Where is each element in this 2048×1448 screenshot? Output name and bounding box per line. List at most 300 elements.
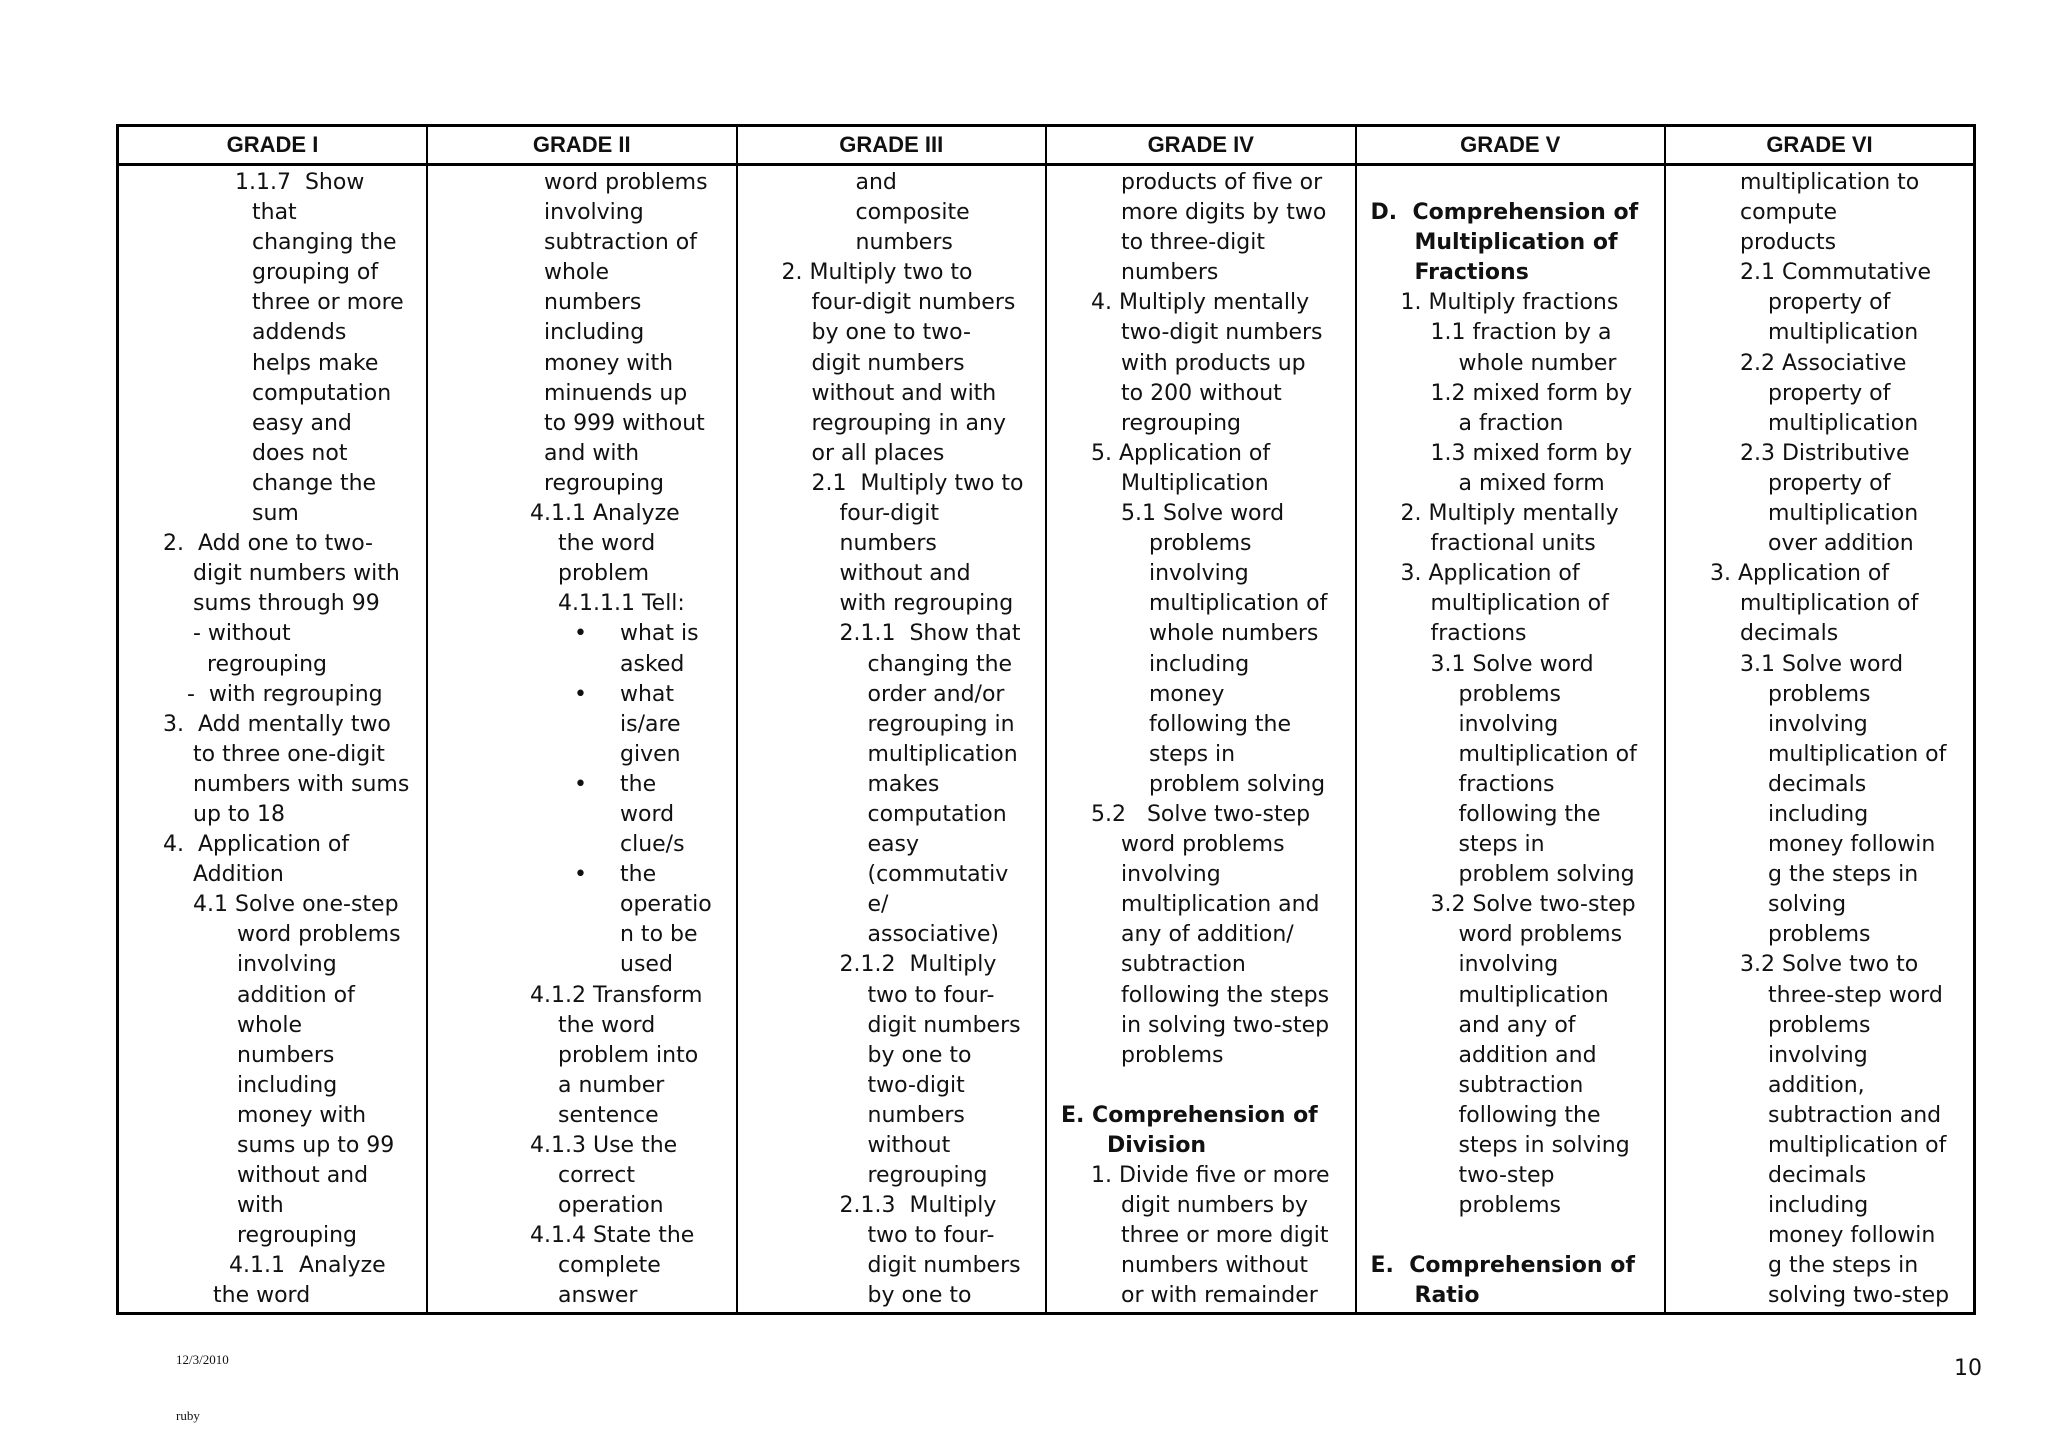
cell-text: to three one-digit [193,741,385,767]
cell-line [119,499,426,529]
cell-text: regrouping in any [811,410,1006,436]
cell-text: given [620,741,681,767]
cell-text: over addition [1768,531,1914,557]
cell-line [428,529,736,559]
cell-line [1666,529,1973,559]
cell-text: multiplication of [1768,741,1947,767]
cell-text: or with remainder [1121,1283,1318,1309]
cell-line [1047,1101,1355,1131]
cell-line [738,1251,1046,1281]
cell-text: 1.1 fraction by a [1430,320,1612,346]
cell-line [119,589,426,619]
cell-text: e/ [867,892,889,918]
cell-text: steps in [1458,832,1545,858]
cell-text: numbers with sums [193,771,410,797]
cell-line [119,1281,426,1311]
cell-text: decimals [1740,621,1839,647]
cell-line [738,258,1046,288]
cell-text: multiplication and [1121,892,1320,918]
cell-line [738,1101,1046,1131]
cell-text: change the [252,470,377,496]
cell-line [119,680,426,710]
cell-text: Multiplication [1121,470,1269,496]
cell-text: following the [1458,801,1601,827]
cell-text: solving [1768,892,1847,918]
cell-line [1047,1281,1355,1311]
cell-line [1666,740,1973,770]
cell-text: problems [1149,531,1252,557]
cell-text: money followin [1768,1223,1936,1249]
cell-line [428,1161,736,1191]
cell-text: including [544,320,645,346]
cell-line [1666,619,1973,649]
cell-line [428,1221,736,1251]
cell-text: computation [252,380,392,406]
cell-line [119,288,426,318]
cell-text: regrouping [867,1163,988,1189]
cell-text: Division [1107,1133,1207,1158]
cell-line [1357,1161,1665,1191]
cell-line [1357,1281,1665,1311]
cell-line [1666,770,1973,800]
cell-text: involving [237,952,337,978]
cell-text: solving two-step [1768,1283,1950,1309]
cell-line [428,740,736,770]
cell-line [738,379,1046,409]
cell-text: subtraction [1458,1072,1584,1098]
cell-line [428,288,736,318]
cell-text: 4. Multiply mentally [1091,290,1310,316]
cell-text: word problems [1458,922,1623,948]
cell-text: sums through 99 [193,591,380,617]
header-grade-4: GRADE IV [1046,126,1356,165]
header-grade-5: GRADE V [1356,126,1666,165]
page-number: 10 [1954,1356,1982,1381]
cell-text: 4.1 Solve one-step [193,892,399,918]
cell-text: digit numbers [811,350,965,376]
cell-text: numbers [544,290,642,316]
cell-line [1357,499,1665,529]
cell-line [1666,950,1973,980]
cell-line [1357,1221,1665,1251]
cell-line [1666,1131,1973,1161]
cell-text: problems [1121,1042,1224,1068]
cell-line [1666,349,1973,379]
cell-line [428,890,736,920]
cell-text: sum [252,501,299,527]
cell-text: operation [558,1193,664,1219]
cell-line [1357,1041,1665,1071]
cell-line [1666,469,1973,499]
cell-line [119,168,426,198]
cell-text: including [1768,801,1869,827]
cell-line [738,589,1046,619]
cell-text: multiplication to [1740,170,1920,195]
cell-line [1666,1041,1973,1071]
cell-text: by one to two- [811,320,971,346]
cell-line [1666,1281,1973,1311]
cell-line [428,439,736,469]
header-row [118,126,1975,165]
cell-line [1357,409,1665,439]
cell-text: products of five or [1121,170,1323,195]
cell-line [428,1101,736,1131]
cell-line [1047,950,1355,980]
cell-text: without and with [811,380,997,406]
cell-line [119,559,426,589]
footer-author: ruby [176,1408,200,1423]
cell-line [738,469,1046,499]
cell-text: property of [1768,380,1891,406]
cell-grade-3 [737,165,1047,1314]
cell-text: composite [855,200,970,226]
cell-text: two to four- [867,1223,995,1249]
footer-date: 12/3/2010 [176,1352,229,1367]
cell-line [1666,920,1973,950]
cell-line [119,318,426,348]
cell-line [1047,1251,1355,1281]
cell-text: Addition [193,862,284,888]
cell-line [1666,860,1973,890]
cell-line [428,860,736,890]
cell-text: clue/s [620,832,685,858]
cell-text: involving [1149,561,1249,587]
cell-text: D. Comprehension of [1370,200,1639,226]
cell-text: three or more digit [1121,1223,1329,1249]
cell-text: E. Comprehension of [1370,1253,1635,1279]
cell-grade-1 [118,165,428,1314]
cell-text: easy and [252,410,352,436]
cell-line [738,1041,1046,1071]
cell-line [738,710,1046,740]
cell-text: problems [1458,1193,1561,1219]
cell-text: a fraction [1458,410,1564,436]
cell-line [738,1281,1046,1311]
cell-line [738,1191,1046,1221]
cell-line [738,559,1046,589]
cell-line [119,258,426,288]
cell-line [428,710,736,740]
cell-text: involving [1768,711,1868,737]
cell-line [738,168,1046,198]
cell-line [119,740,426,770]
cell-line [738,1161,1046,1191]
cell-text: Ratio [1414,1283,1480,1309]
cell-line [1047,198,1355,228]
cell-text: with [237,1193,284,1219]
cell-text: including [1149,651,1250,677]
cell-text: money with [237,1102,367,1128]
cell-text: 2. Multiply two to [781,260,973,286]
cell-line [428,349,736,379]
cell-line [1047,559,1355,589]
cell-text: 3.2 Solve two to [1740,952,1919,978]
cell-line [119,1131,426,1161]
cell-line [1666,168,1973,198]
cell-line [1047,379,1355,409]
cell-text: including [1768,1193,1869,1219]
cell-line [738,1071,1046,1101]
cell-line [738,409,1046,439]
cell-text: to 200 without [1121,380,1282,406]
cell-text: steps in solving [1458,1133,1630,1158]
cell-line [1357,680,1665,710]
cell-line [1047,1041,1355,1071]
cell-line [119,228,426,258]
cell-text: the word [213,1283,311,1309]
cell-text: regrouping [207,651,328,677]
cell-line [738,770,1046,800]
cell-text: the word [558,531,656,557]
cell-line [1047,920,1355,950]
cell-text: problems [1458,681,1561,707]
cell-text: multiplication [1768,320,1919,346]
cell-text: money with [544,350,674,376]
cell-line [1666,589,1973,619]
cell-text: 4.1.4 State the [530,1223,695,1249]
cell-line [119,379,426,409]
cell-text: four-digit numbers [811,290,1016,316]
cell-text: is/are [620,711,681,737]
cell-line [1047,830,1355,860]
cell-text: 3. Add mentally two [163,711,391,737]
cell-line [428,1011,736,1041]
cell-text: the word [558,1012,656,1038]
cell-line [119,619,426,649]
cell-line [428,1071,736,1101]
cell-line [738,800,1046,830]
cell-text: 2.1 Commutative [1740,260,1932,286]
cell-text: 4.1.1 Analyze [229,1253,386,1279]
cell-text: without [867,1133,951,1158]
cell-text: involving [1768,1042,1868,1068]
cell-line [738,349,1046,379]
cell-line [1357,920,1665,950]
cell-text: - without [193,621,291,647]
cell-text: that [252,200,297,226]
cell-line [1047,409,1355,439]
cell-line [1666,1221,1973,1251]
cell-text: subtraction [1121,952,1246,978]
cell-text: two to four- [867,982,995,1008]
cell-line [1047,650,1355,680]
cell-line [1357,770,1665,800]
cell-line [738,680,1046,710]
cell-line [738,830,1046,860]
cell-text: compute [1740,200,1838,226]
cell-text: 2.1.2 Multiply [839,952,997,978]
cell-line [1047,1071,1355,1101]
cell-text: - with regrouping [187,681,383,707]
cell-text: numbers [867,1102,965,1128]
cell-line [1047,619,1355,649]
cell-line [428,770,736,800]
cell-text: 2. Add one to two- [163,531,373,557]
cell-line [119,349,426,379]
cell-line [428,559,736,589]
cell-text: in solving two-step [1121,1012,1330,1038]
cell-text: problems [1768,922,1871,948]
cell-text: or all places [811,440,945,466]
cell-line [1666,228,1973,258]
cell-text: addition, [1768,1072,1865,1098]
cell-text: regrouping [544,470,665,496]
cell-line [1666,830,1973,860]
cell-text: involving [544,200,644,226]
cell-text: 4.1.2 Transform [530,982,703,1008]
cell-line [428,589,736,619]
cell-line [738,1011,1046,1041]
cell-text: addition of [237,982,355,1008]
cell-text: 2.1.1 Show that [839,621,1021,647]
cell-text: property of [1768,290,1891,316]
cell-text: 1.3 mixed form by [1430,440,1633,466]
cell-line [428,228,736,258]
cell-line [1666,890,1973,920]
cell-line [119,1011,426,1041]
cell-line [119,469,426,499]
cell-text: decimals [1768,771,1867,797]
cell-line [1357,710,1665,740]
cell-text: helps make [252,350,379,376]
cell-line [1047,318,1355,348]
cell-text: involving [1121,862,1221,888]
cell-text: asked [620,651,685,677]
cell-text: to 999 without [544,410,705,436]
cell-text: multiplication of [1740,591,1919,617]
cell-text: complete [558,1253,661,1279]
cell-line [428,981,736,1011]
cell-line [1047,589,1355,619]
cell-text: numbers [839,531,937,557]
cell-line [738,499,1046,529]
cell-line [1047,860,1355,890]
cell-text: decimals [1768,1163,1867,1189]
cell-text: multiplication of [1149,591,1328,617]
cell-line [1357,469,1665,499]
cell-text: g the steps in [1768,862,1919,888]
cell-line [1666,318,1973,348]
cell-text: money followin [1768,832,1936,858]
cell-text: 3.1 Solve word [1740,651,1904,677]
cell-line [738,198,1046,228]
cell-line [738,740,1046,770]
cell-text: changing the [867,651,1013,677]
cell-line [119,1041,426,1071]
cell-line [1666,258,1973,288]
cell-text: n to be [620,922,698,948]
cell-text: 5.1 Solve word [1121,501,1285,527]
cell-text: two-step [1458,1163,1555,1189]
cell-line [1666,288,1973,318]
cell-line [1047,228,1355,258]
cell-line [1357,589,1665,619]
cell-line [428,800,736,830]
cell-line [738,228,1046,258]
cell-line [738,920,1046,950]
cell-line [428,168,736,198]
cell-text: minuends up [544,380,688,406]
cell-line [119,1101,426,1131]
header-grade-1: GRADE I [118,126,428,165]
cell-text: makes [867,771,940,797]
cell-line [119,920,426,950]
cell-text: multiplication [1768,501,1919,527]
cell-text: 5. Application of [1091,440,1271,466]
cell-line [1357,349,1665,379]
cell-line [1666,710,1973,740]
cell-text: 2.1.3 Multiply [839,1193,997,1219]
cell-text: problems [1768,681,1871,707]
cell-line [1047,288,1355,318]
cell-text: 4.1.3 Use the [530,1133,678,1158]
cell-line [1357,800,1665,830]
cell-line [119,1251,426,1281]
cell-text: numbers without [1121,1253,1309,1279]
bullet-icon: • [574,621,587,647]
cell-text: problem [558,561,650,587]
cell-text: 3.1 Solve word [1430,651,1594,677]
cell-text: problems [1768,1012,1871,1038]
cell-text: word problems [237,922,401,948]
cell-line [1357,860,1665,890]
cell-line [1357,258,1665,288]
cell-text: numbers [855,230,953,256]
cell-text: Multiplication of [1414,230,1618,256]
cell-text: without and [839,561,971,587]
cell-line [119,890,426,920]
cell-text: digit numbers by [1121,1193,1309,1219]
cell-line [738,1131,1046,1161]
cell-line [1357,1071,1665,1101]
cell-text: 3.2 Solve two-step [1430,892,1636,918]
cell-text: correct [558,1163,636,1189]
cell-line [738,1221,1046,1251]
cell-line [119,860,426,890]
cell-line [1357,830,1665,860]
cell-text: following the [1149,711,1292,737]
cell-text: by one to [867,1042,972,1068]
cell-text: multiplication [1768,410,1919,436]
cell-line [119,439,426,469]
cell-text: associative) [867,922,999,948]
cell-line [119,770,426,800]
cell-text: with products up [1121,350,1306,376]
cell-line [428,409,736,439]
cell-line [428,1041,736,1071]
cell-line [1666,800,1973,830]
cell-text: regrouping [1121,410,1242,436]
cell-text: word problems [544,170,708,195]
cell-line [1357,288,1665,318]
cell-text: multiplication of [1430,591,1609,617]
cell-text: and any of [1458,1012,1576,1038]
cell-grade-6 [1665,165,1975,1314]
cell-text: multiplication [867,741,1018,767]
cell-text: operatio [620,892,712,918]
cell-line [428,318,736,348]
cell-line [1666,409,1973,439]
cell-text: addition and [1458,1042,1597,1068]
cell-line [1047,680,1355,710]
cell-line [1047,890,1355,920]
cell-line [1357,619,1665,649]
cell-text: 2.3 Distributive [1740,440,1910,466]
cell-text: what is [620,621,699,647]
cell-text: whole [544,260,610,286]
cell-text: following the steps [1121,982,1330,1008]
cell-line [738,318,1046,348]
